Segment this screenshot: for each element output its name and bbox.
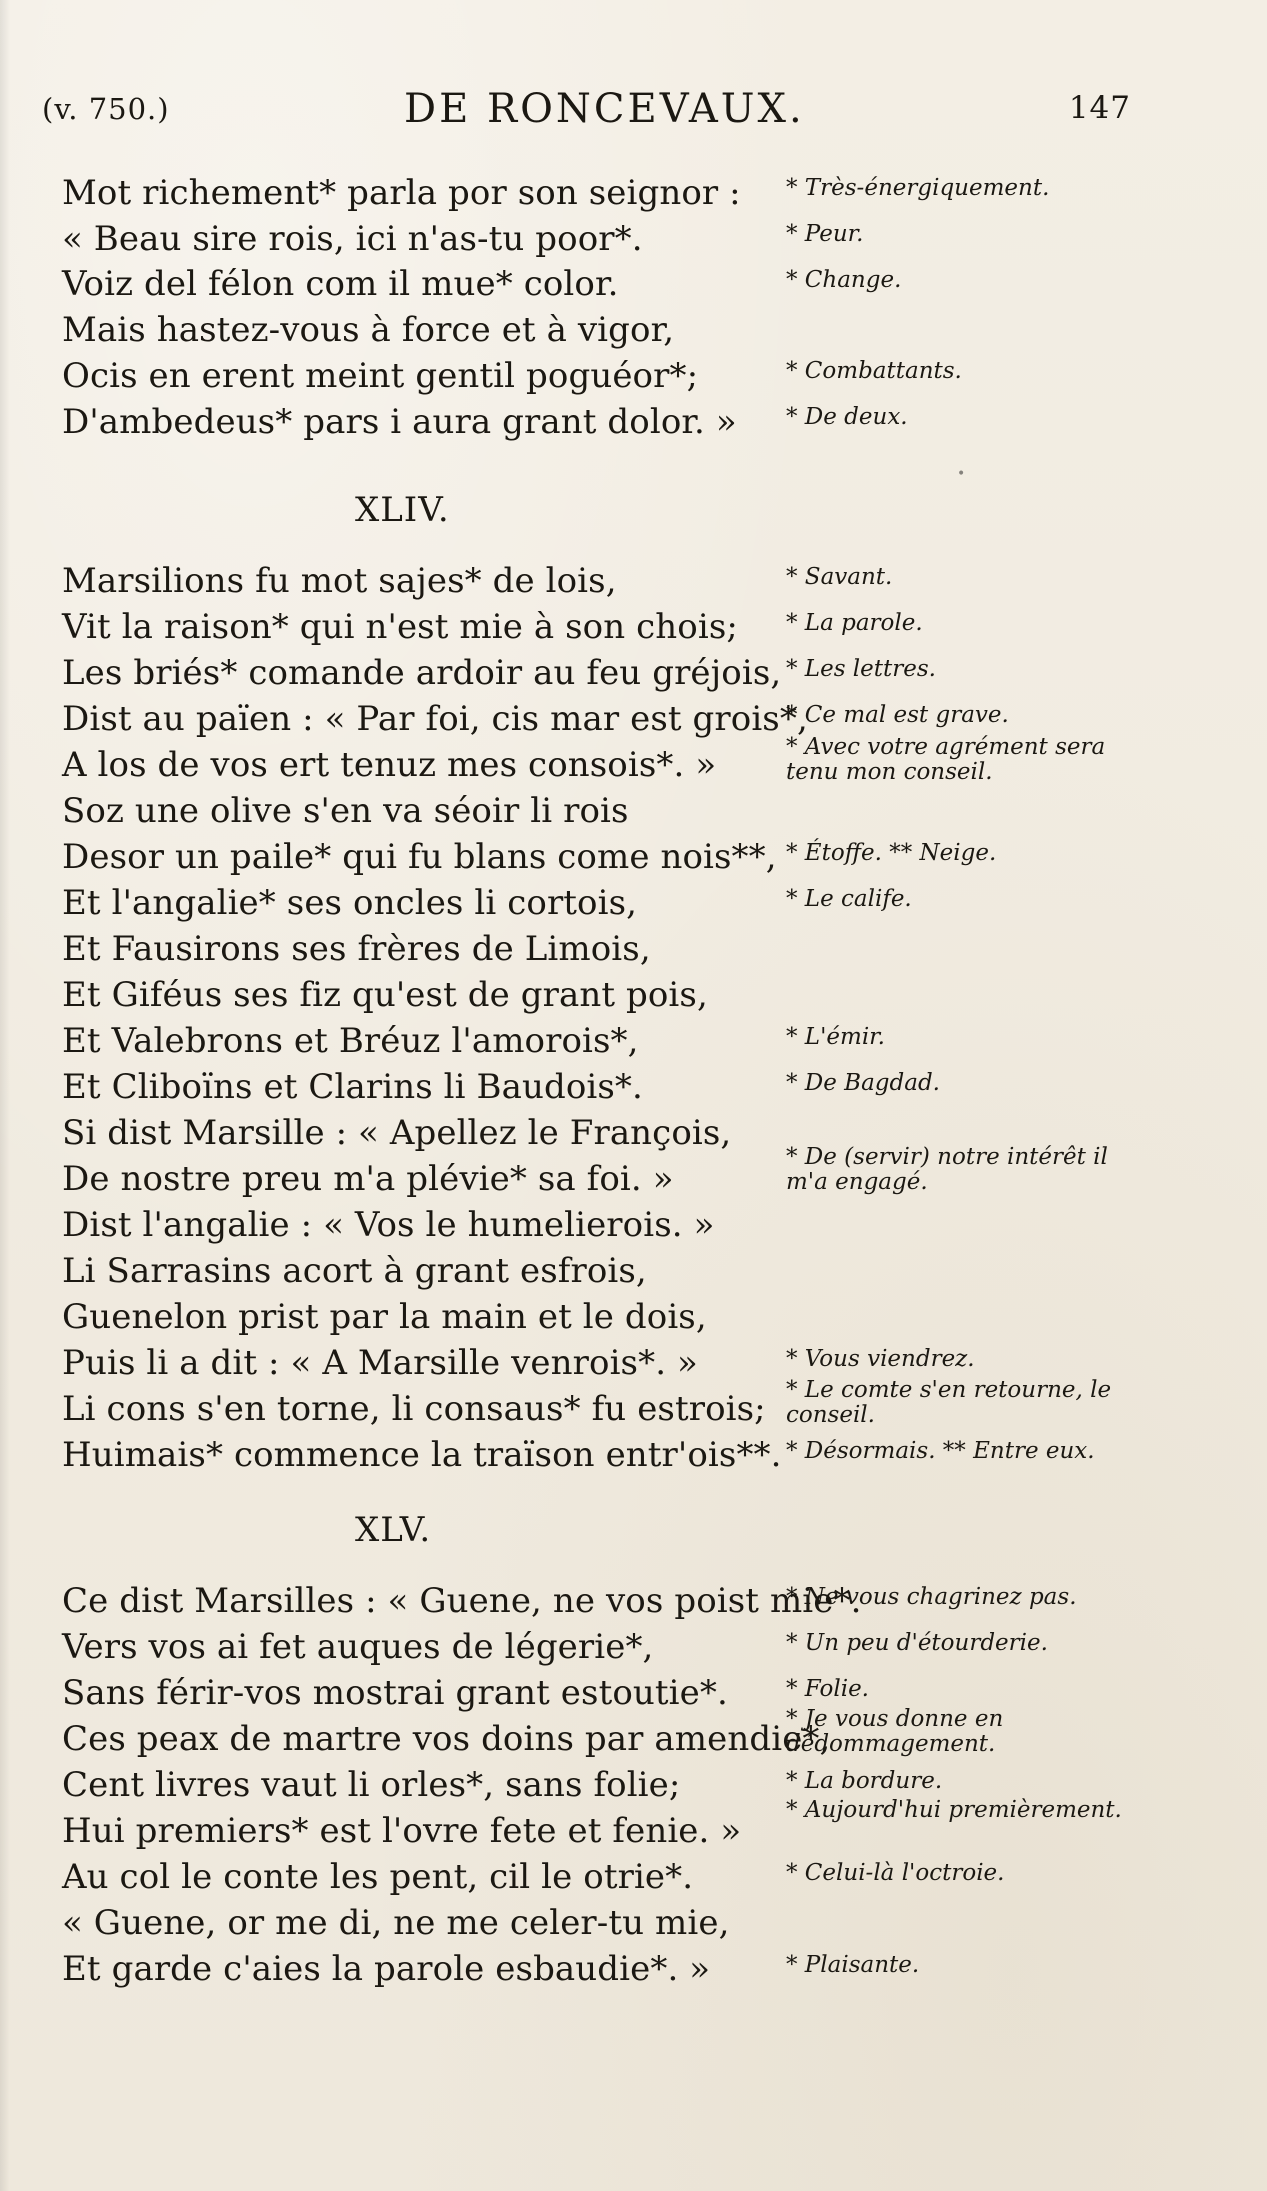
gloss-note: * Change. [786,267,902,293]
gloss-note: * Les lettres. [786,656,936,682]
poem-line: D'ambedeus* pars i aura grant dolor. » [62,402,737,442]
page-number: 147 [1068,90,1131,126]
gloss-note: * Je vous donne en dédommagement. [786,1706,1004,1758]
gloss-note: * Combattants. [786,358,962,384]
gloss-note: * Désormais. ** Entre eux. [786,1438,1095,1464]
gloss-note: * Ne vous chagrinez pas. [786,1584,1077,1610]
poem-line: Soz une olive s'en va séoir li rois [62,791,629,831]
poem-line: Mais hastez-vous à force et à vigor, [62,310,675,350]
poem-line: Li Sarrasins acort à grant esfrois, [62,1251,647,1291]
poem-line: Vit la raison* qui n'est mie à son chois; [62,607,738,647]
section-heading-xlv: XLV. [355,1510,432,1550]
gloss-note: * Plaisante. [786,1952,920,1978]
poem-line: Au col le conte les pent, cil le otrie*. [62,1857,694,1897]
gloss-note: * Vous viendrez. [786,1346,975,1372]
poem-line: Marsilions fu mot sajes* de lois, [62,561,617,601]
poem-line: Dist au païen : « Par foi, cis mar est grois*, [62,699,808,739]
gloss-note: * Peur. [786,221,864,247]
gloss-note: * La parole. [786,610,923,636]
poem-line: Mot richement* parla por son seignor : [62,173,741,213]
gloss-note: * Aujourd'hui premièrement. [786,1797,1122,1823]
poem-line: Hui premiers* est l'ovre fete et fenie. » [62,1811,742,1851]
poem-line: Voiz del félon com il mue* color. [62,264,619,304]
poem-line: Li cons s'en torne, li consaus* fu estrois; [62,1389,766,1429]
poem-line: Et Fausirons ses frères de Limois, [62,929,651,969]
poem-line: Ces peax de martre vos doins par amendie*, [62,1719,831,1759]
gloss-note: * Savant. [786,564,893,590]
gloss-note: * De deux. [786,404,908,430]
poem-line: Desor un paile* qui fu blans come nois**, [62,837,777,877]
gloss-note: * Folie. [786,1676,869,1702]
poem-line: A los de vos ert tenuz mes consois*. » [62,745,717,785]
poem-line: Dist l'angalie : « Vos le humelierois. » [62,1205,715,1245]
gloss-note: * De (servir) notre intérêt il m'a engagé. [786,1144,1108,1196]
poem-line: « Guene, or me di, ne me celer-tu mie, [62,1903,730,1943]
gloss-note: * Avec votre agrément sera tenu mon conseil. [786,734,1106,786]
section-heading-xliv: XLIV. [355,490,450,530]
poem-line: Et l'angalie* ses oncles li cortois, [62,883,638,923]
poem-line: Et Valebrons et Bréuz l'amorois*, [62,1021,639,1061]
gloss-note: * Ce mal est grave. [786,702,1009,728]
gloss-note: * Celui-là l'octroie. [786,1860,1005,1886]
gloss-note: * Très-énergiquement. [786,175,1050,201]
page-title: DE RONCEVAUX. [404,86,805,132]
poem-line: Vers vos ai fet auques de légerie*, [62,1627,654,1667]
poem-line: Ce dist Marsilles : « Guene, ne vos poist mie*. [62,1581,862,1621]
poem-line: Si dist Marsille : « Apellez le François, [62,1113,732,1153]
gloss-note: * De Bagdad. [786,1070,940,1096]
verse-range-label: (v. 750.) [42,92,170,126]
poem-line: De nostre preu m'a plévie* sa foi. » [62,1159,674,1199]
gloss-note: * Étoffe. ** Neige. [786,840,997,866]
ink-speck-mark: • [957,466,966,482]
poem-line: Guenelon prist par la main et le dois, [62,1297,707,1337]
poem-line: Cent livres vaut li orles*, sans folie; [62,1765,681,1805]
poem-line: Et garde c'aies la parole esbaudie*. » [62,1949,711,1989]
poem-line: « Beau sire rois, ici n'as-tu poor*. [62,219,643,259]
gloss-note: * La bordure. [786,1768,943,1794]
poem-line: Huimais* commence la traïson entr'ois**. [62,1435,782,1475]
poem-line: Et Cliboïns et Clarins li Baudois*. [62,1067,643,1107]
gloss-note: * L'émir. [786,1024,885,1050]
running-header [0,82,1267,132]
poem-line: Les briés* comande ardoir au feu gréjois, [62,653,782,693]
gloss-note: * Un peu d'étourderie. [786,1630,1048,1656]
poem-line: Puis li a dit : « A Marsille venrois*. » [62,1343,698,1383]
poem-line: Ocis en erent meint gentil poguéor*; [62,356,699,396]
poem-line: Sans férir-vos mostrai grant estoutie*. [62,1673,728,1713]
poem-line: Et Giféus ses fiz qu'est de grant pois, [62,975,708,1015]
gloss-note: * Le calife. [786,886,912,912]
gloss-note: * Le comte s'en retourne, le conseil. [786,1377,1112,1429]
